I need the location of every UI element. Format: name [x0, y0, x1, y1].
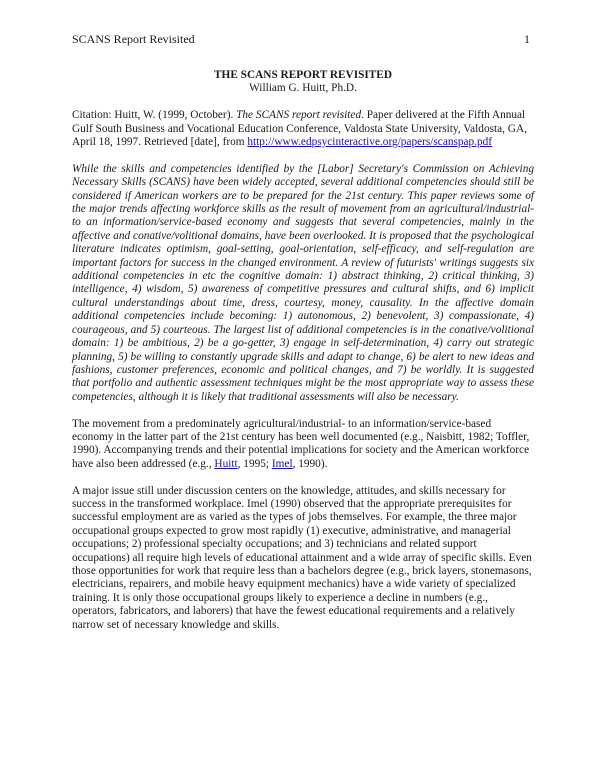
document-content [72, 69, 534, 632]
running-header [72, 32, 530, 46]
huitt-reference-link[interactable]: Huitt [214, 457, 238, 470]
page-number: 1 [524, 32, 530, 46]
intro-mid-text: , 1995; [237, 457, 272, 470]
document-title: THE SCANS REPORT REVISITED [214, 69, 392, 81]
abstract-paragraph: While the skills and competencies identified by the [Labor] Secretary's Commission on Achieving Necessary Skills (SCANS) have been widely accepted, several additional competencies should still be considered if American workers are to be prepared for the 21st century. This paper reviews some of the major trends affecting workforce skills as the result of movement from an agricultural/industrial- to an information/service-based economy and suggests that several competencies, mainly in the affective and conative/volitional domains, have been overlooked. It is proposed that the psychological literature indicates optimism, goal-setting, goal-orientation, self-efficacy, and self-regulation are important factors for success in the changed environment. A review of futurists' writings suggests six additional competencies in etc the cognitive domain: 1) abstract thinking, 2) critical thinking, 3) intelligence, 4) wisdom, 5) awareness of competitive pressures and cultural shifts, and 6) implicit cultural understandings about time, dress, courtesy, money, causality. In the affective domain additional competencies include becoming: 1) autonomous, 2) benevolent, 3) compassionate, 4) courageous, and 5) courteous. The largest list of additional competencies is in the conative/volitional domain: 1) be ambitious, 2) be a go-getter, 3) engage in self-determination, 4) carry out strategic planning, 5) be willing to constantly upgrade skills and adapt to change, 6) be alert to new ideas and fashions, customer preferences, economic and political changes, and 7) be worldly. It is suggested that portfolio and authentic assessment techniques might be the most appropriate way to assess these competencies, although it is likely that traditional assessments will also be necessary. [72, 162, 534, 403]
intro-text: The movement from a predominately agricultural/industrial- to an information/service-based economy in the latter part of the 21st century has been well documented (e.g., Naisbitt, 1982; Toffler, 1990). Accompanying trends and their potential implications for society and the American workforce have also been addressed (e.g., [72, 417, 530, 470]
skills-paragraph: A major issue still under discussion centers on the knowledge, attitudes, and skills necessary for success in the transformed workplace. Imel (1990) observed that the appropriate prerequisites for successful employment are as varied as the types of jobs themselves. For example, the three major occupational groups expected to grow most rapidly (1) executive, administrative, and managerial occupations; 2) professional specialty occupations; and 3) technicians and related support occupations) all require high levels of educational attainment and a wide array of specific skills. Even those opportunities for work that require less than a bachelors degree (e.g., brick layers, stonemasons, electricians, repairers, and mobile heavy equipment mechanics) have a wide variety of specialized training. It is only those occupational groups likely to experience a decline in numbers (e.g., operators, fabricators, and laborers) that have the fewest educational requirements and a relatively narrow set of necessary knowledge and skills. [72, 484, 532, 631]
intro-paragraph [72, 418, 534, 472]
running-title: SCANS Report Revisited [72, 32, 195, 46]
document-author: William G. Huitt, Ph.D. [249, 82, 357, 95]
imel-reference-link[interactable]: Imel [271, 457, 293, 470]
citation-prefix: Citation: Huitt, W. (1999, October). [72, 109, 237, 122]
citation-suffix: . Paper delivered at the Fifth Annual Gulf South Business and Vocational Education Conference, Valdosta State University, Valdosta, GA, April 18, 1997. Retrieved [date], from [72, 109, 527, 149]
citation-work-title: The SCANS report revisited [236, 109, 362, 122]
citation-url-link[interactable]: http://www.edpsycinteractive.org/papers/scanspap.pdf [247, 136, 493, 149]
intro-end-text: , 1990). [292, 457, 328, 470]
citation-paragraph [72, 109, 534, 149]
